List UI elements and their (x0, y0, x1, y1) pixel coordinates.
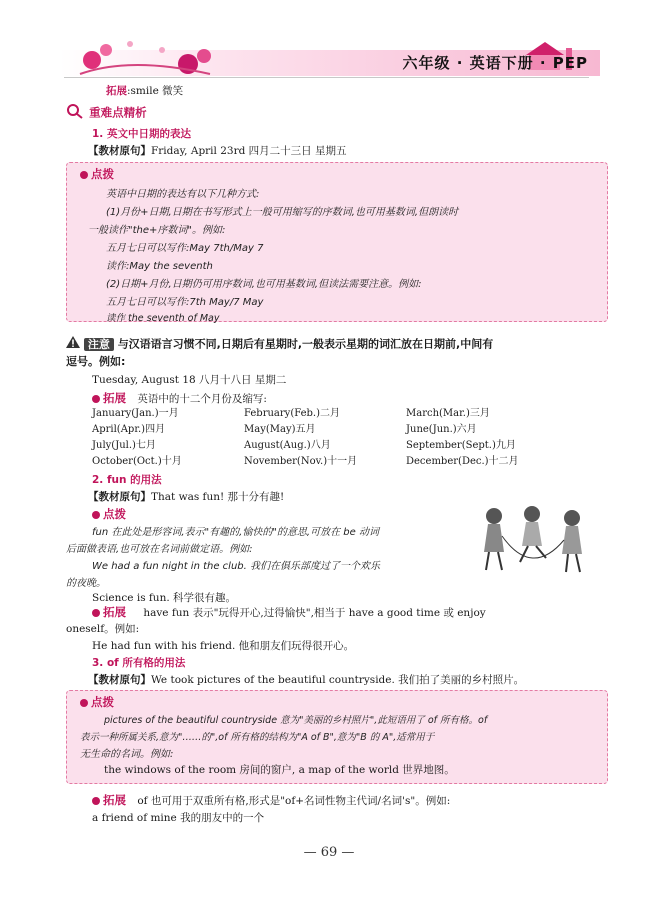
point2-heading: 2. fun 的用法 (92, 474, 162, 486)
point2-ext-row (92, 604, 486, 621)
point1-source-text: Friday, April 23rd 四月二十三日 星期五 (151, 145, 347, 157)
month-jul: July(Jul.)七月 (92, 440, 156, 451)
tip-box-2-line-2: 表示一种所属关系,意为"……的",of 所有格的结构为"A of B",意为"B 的 A",适常用于 (80, 732, 435, 743)
tip-box-2-line-4: the windows of the room 房间的窗户, a map of the world 世界地图。 (104, 764, 455, 776)
bullet-icon (92, 797, 100, 805)
point3-heading: 3. of 所有格的用法 (92, 657, 186, 669)
point2-line-1: fun 在此处是形容词,表示"有趣的,愉快的"的意思,可放在 be 动词 (92, 527, 379, 538)
warning-icon (66, 336, 80, 353)
point2-tip-tag: 点拨 (92, 506, 126, 522)
month-mar: March(Mar.)三月 (406, 408, 490, 419)
ext1-tag: 拓展 (103, 391, 126, 405)
section-title: 重难点精析 (89, 105, 147, 120)
bullet-icon (92, 511, 100, 519)
point2-ext-tag: 拓展 (103, 605, 126, 619)
point2-line-5: Science is fun. 科学很有趣。 (92, 592, 237, 604)
magnifier-icon (66, 103, 84, 123)
point3-source-text: We took pictures of the beautiful countryside. 我们拍了美丽的乡村照片。 (151, 674, 525, 686)
tip-box-1-line-3: 一般读作"the+序数词"。例如: (88, 225, 226, 236)
month-aug: August(Aug.)八月 (244, 440, 331, 451)
point3-source-tag: 【教材原句】 (88, 674, 151, 686)
tip-box-1-tag: 点拨 (80, 166, 114, 182)
point3-source (88, 672, 524, 688)
point3-ext-example: a friend of mine 我的朋友中的一个 (92, 812, 265, 824)
point3-ext-tag: 拓展 (103, 793, 126, 807)
tip-box-1-line-2: (1)月份+日期,日期在书写形式上一般可用缩写的序数词,也可用基数词,但朗读时 (106, 207, 459, 218)
bullet-icon (80, 171, 88, 179)
note-line-1 (66, 336, 493, 353)
point3-ext-text: of 也可用于双重所有格,形式是"of+名词性物主代词/名词's"。例如: (137, 795, 451, 807)
point2-source-tag: 【教材原句】 (88, 491, 151, 503)
top-extension-text: :smile 微笑 (127, 85, 184, 97)
top-extension (106, 83, 183, 99)
month-jan: January(Jan.)一月 (92, 408, 179, 419)
note-example: Tuesday, August 18 八月十八日 星期二 (92, 374, 287, 386)
point2-source-text: That was fun! 那十分有趣! (151, 491, 285, 503)
point1-source (88, 143, 347, 159)
point1-heading: 1. 英文中日期的表达 (92, 128, 191, 140)
point3-ext-row (92, 792, 450, 809)
point2-ext-line-1: have fun 表示"玩得开心,过得愉快",相当于 have a good time 或 enjoy (143, 607, 486, 619)
section-title-row (66, 102, 147, 123)
tip-box-1-line-6: (2)日期+月份,日期仍可用序数词,也可用基数词,但读法需要注意。例如: (106, 279, 422, 290)
point2-line-2: 后面做表语,也可放在名词前做定语。例如: (66, 544, 253, 555)
children-jump-rope-illustration (476, 500, 591, 580)
bullet-icon (92, 609, 100, 617)
bullet-icon (92, 395, 100, 403)
header-title: 六年级 · 英语下册 · PEP (402, 54, 588, 72)
ext1-text: 英语中的十二个月份及缩写: (137, 393, 267, 405)
month-oct: October(Oct.)十月 (92, 456, 182, 467)
month-sep: September(Sept.)九月 (406, 440, 516, 451)
bullet-icon (80, 699, 88, 707)
note-badge: 注意 (84, 338, 114, 351)
tip-box-2-tag: 点拨 (80, 694, 114, 710)
month-dec: December(Dec.)十二月 (406, 456, 519, 467)
tip-box-2-line-3: 无生命的名词。例如: (80, 749, 174, 760)
tip-box-1-line-4: 五月七日可以写作:May 7th/May 7 (106, 243, 264, 254)
point2-line-3: We had a fun night in the club. 我们在俱乐部度过了一个欢乐 (92, 561, 380, 572)
page-number: — 69 — (303, 845, 355, 860)
header-rule (64, 77, 589, 78)
note-text-1: 与汉语语言习惯不同,日期后有星期时,一般表示星期的词汇放在日期前,中间有 (117, 337, 494, 351)
tip-box-1-line-1: 英语中日期的表达有以下几种方式: (106, 189, 260, 200)
tip-box-1-line-8: 读作 the seventh of May (106, 313, 220, 324)
tip-box-1-line-7: 五月七日可以写作:7th May/7 May (106, 297, 264, 308)
month-nov: November(Nov.)十一月 (244, 456, 358, 467)
month-feb: February(Feb.)二月 (244, 408, 341, 419)
tip-box-1-line-5: 读作:May the seventh (106, 261, 213, 272)
ext1-row (92, 390, 267, 407)
point2-source (88, 489, 284, 505)
point2-ext-line-2: oneself。例如: (66, 623, 140, 635)
tip-box-2-line-1: pictures of the beautiful countryside 意为"美丽的乡村照片",此短语用了 of 所有格。of (104, 715, 488, 726)
point1-source-tag: 【教材原句】 (88, 145, 151, 157)
note-line-2: 逗号。例如: (66, 355, 126, 368)
month-apr: April(Apr.)四月 (92, 424, 166, 435)
month-may: May(May)五月 (244, 424, 316, 435)
point2-line-4: 的夜晚。 (66, 578, 106, 589)
month-jun: June(Jun.)六月 (406, 424, 477, 435)
top-extension-label: 拓展 (106, 85, 127, 97)
header-decoration-flowers (70, 30, 220, 78)
point2-ext-example: He had fun with his friend. 他和朋友们玩得很开心。 (92, 640, 355, 652)
